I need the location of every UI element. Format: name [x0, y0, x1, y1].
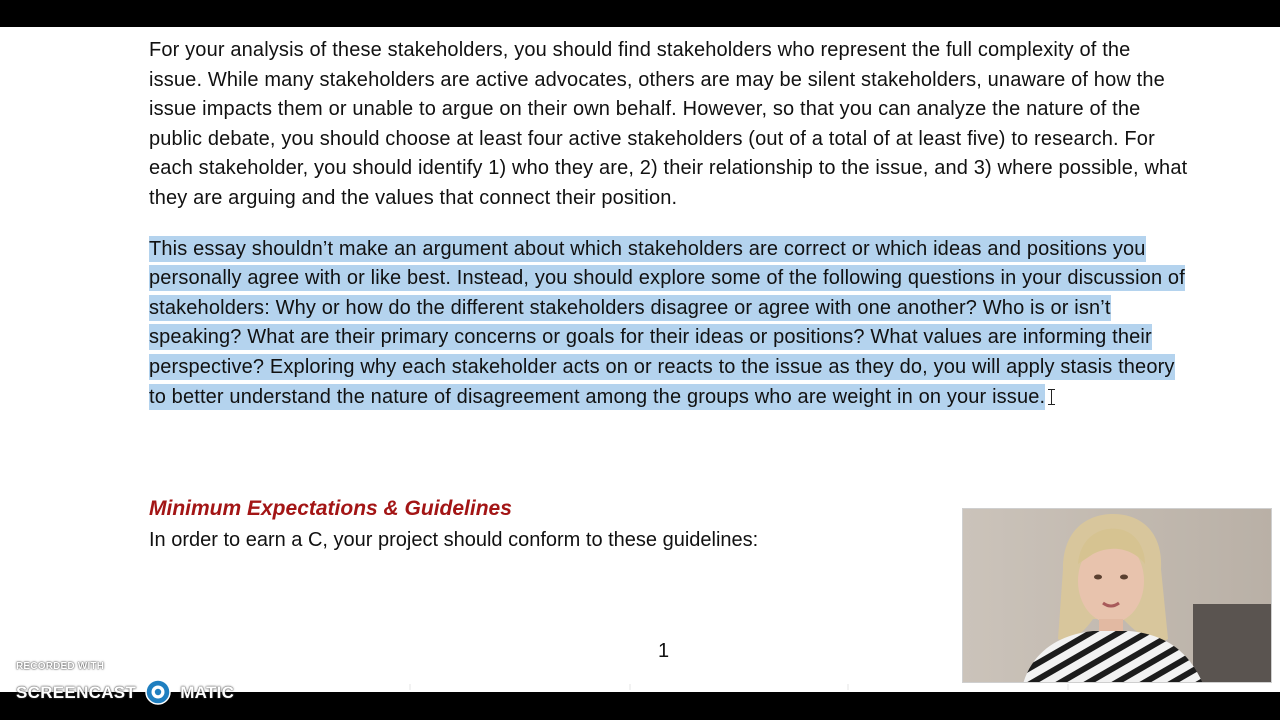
- paragraph-selected[interactable]: [149, 235, 1189, 413]
- section-heading[interactable]: Minimum Expectations & Guidelines: [149, 497, 512, 520]
- top-letterbox-bar: [0, 0, 1280, 27]
- watermark-brand: [16, 679, 234, 705]
- screencast-watermark: [16, 661, 246, 705]
- watermark-brand-left: SCREENCAST: [16, 683, 137, 702]
- watermark-brand-right: MATIC: [180, 683, 235, 702]
- paragraph-stakeholder-analysis[interactable]: For your analysis of these stakeholders, you should find stakeholders who represent the full complexity of the issue. While many stakeholders are active advocates, others are may be silent stakeholders, unaware of how the issue impacts them or unable to argue on their own behalf. However, so that you can analyze the nature of the public debate, you should choose at least four active stakeholders (out of a total of at least five) to research. For each stakeholder, you should identify 1) who they are, 2) their relationship to the issue, and 3) where possible, what they are arguing and the values that connect their position.: [149, 39, 1188, 209]
- page-number: 1: [658, 640, 670, 662]
- text-cursor-icon: [1048, 389, 1056, 405]
- presenter-video-icon: [963, 509, 1272, 683]
- selected-text[interactable]: This essay shouldn’t make an argument about which stakeholders are correct or which ideas and positions you personally agree with or like best. Instead, you should explore some of the following questions in your discussion of stakeholders: Why or how do the different stakeholders disagree or agree with one another? Who is or isn’t speaking? What are their primary concerns or goals for their ideas or positions? What values are informing their perspective? Exploring why each stakeholder acts on or reacts to the issue as they do, you will apply stasis theory to better understand the nature of disagreement among the groups who are weight in on your issue.: [149, 237, 1185, 408]
- watermark-recorded-with: RECORDED WITH: [16, 661, 105, 672]
- screencast-logo-icon: [145, 679, 171, 705]
- section-intro[interactable]: In order to earn a C, your project should conform to these guidelines:: [149, 529, 759, 551]
- webcam-overlay: [962, 508, 1272, 683]
- document-body[interactable]: [149, 36, 1189, 412]
